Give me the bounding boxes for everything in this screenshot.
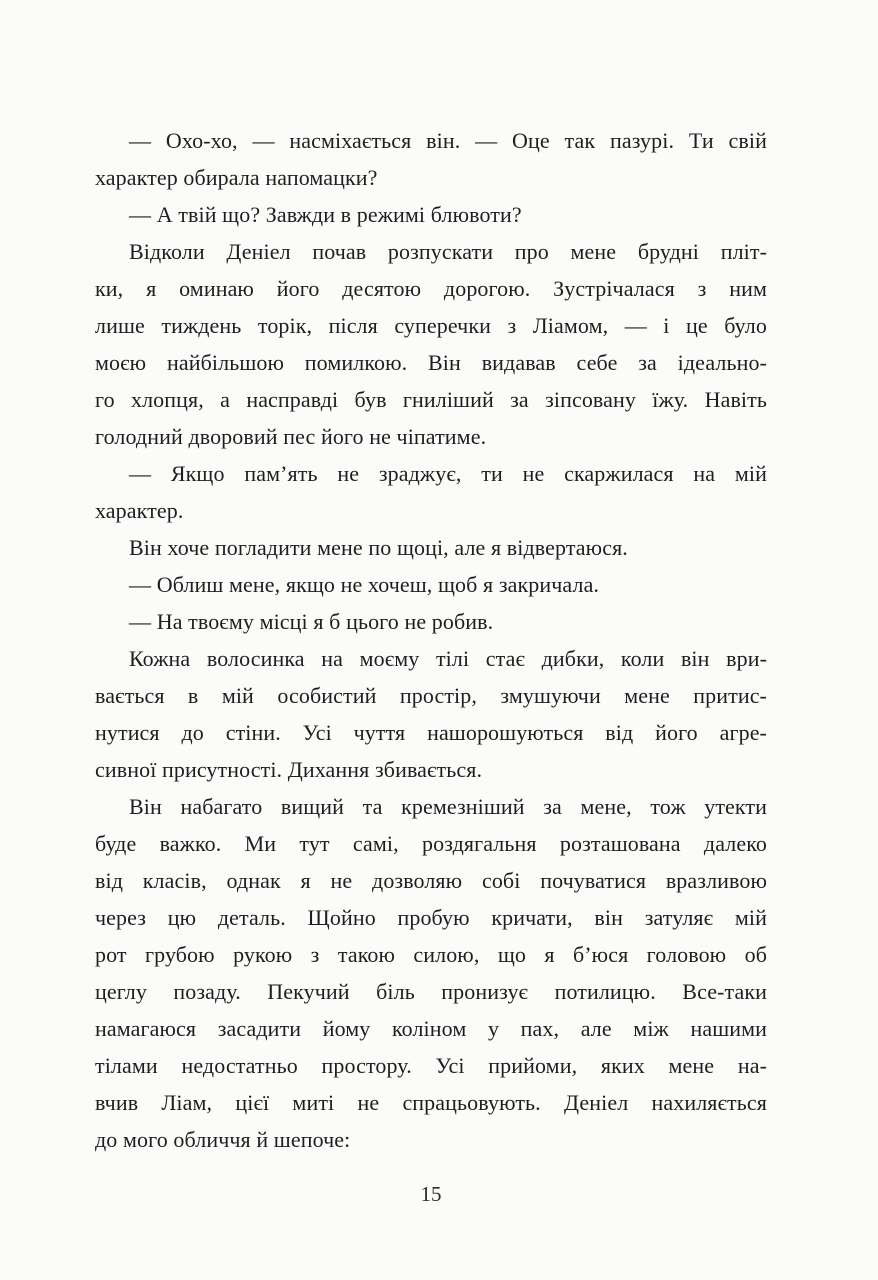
- text-line: Кожна волосинка на моєму тілі стає дибки, коли він ври-: [129, 646, 767, 671]
- text-line: буде важко. Ми тут самі, роздягальня розташована далеко: [95, 831, 767, 856]
- text-line: моєю найбільшою помилкою. Він видавав себе за ідеально-: [95, 350, 767, 375]
- body-text: [95, 122, 767, 1158]
- text-line: цеглу позаду. Пекучий біль пронизує потилицю. Все-таки: [95, 979, 767, 1004]
- text-line: — Охо-хо, — насміхається він. — Оце так пазурі. Ти свій: [129, 128, 767, 153]
- paragraphs: [95, 122, 767, 1158]
- text-line: голодний дворовий пес його не чіпатиме.: [95, 424, 487, 449]
- text-line: характер.: [95, 498, 184, 523]
- page-number: 15: [420, 1182, 442, 1206]
- text-line: — Якщо пам’ять не зраджує, ти не скаржилася на мій: [129, 461, 767, 486]
- text-line: вається в мій особистий простір, змушуючи мене притис-: [95, 683, 767, 708]
- text-line: вчив Ліам, цієї миті не спрацьовують. Деніел нахиляється: [95, 1090, 767, 1115]
- text-line: сивної присутності. Дихання збивається.: [95, 757, 483, 782]
- text-line: Відколи Деніел почав розпускати про мене брудні пліт-: [129, 239, 767, 264]
- text-line: — На твоєму місці я б цього не робив.: [129, 609, 494, 634]
- text-line: ки, я оминаю його десятою дорогою. Зустрічалася з ним: [95, 276, 767, 301]
- text-line: Він набагато вищий та кремезніший за мене, тож утекти: [129, 794, 767, 819]
- text-line: рот грубою рукою з такою силою, що я б’юся головою об: [95, 942, 767, 967]
- text-line: намагаюся засадити йому коліном у пах, але між нашими: [95, 1016, 767, 1041]
- text-line: характер обирала напомацки?: [95, 165, 378, 190]
- text-line: від класів, однак я не дозволяю собі почуватися вразливою: [95, 868, 767, 893]
- text-line: через цю деталь. Щойно пробую кричати, він затуляє мій: [95, 905, 767, 930]
- text-line: го хлопця, а насправді був гниліший за зіпсовану їжу. Навіть: [95, 387, 767, 412]
- text-line: — А твій що? Завжди в режимі блювоти?: [129, 202, 522, 227]
- text-line: — Облиш мене, якщо не хочеш, щоб я закричала.: [129, 572, 600, 597]
- text-line: нутися до стіни. Усі чуття нашорошуються від його агре-: [95, 720, 767, 745]
- text-line: тілами недостатньо простору. Усі прийоми, яких мене на-: [95, 1053, 767, 1078]
- text-line: Він хоче погладити мене по щоці, але я відвертаюся.: [129, 535, 628, 560]
- text-line: до мого обличчя й шепоче:: [95, 1127, 351, 1152]
- text-line: лише тиждень торік, після суперечки з Ліамом, — і це було: [95, 313, 767, 338]
